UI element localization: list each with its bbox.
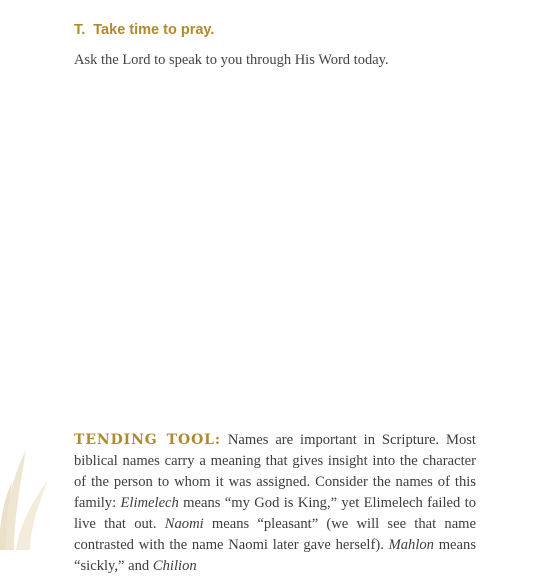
step-letter: T. — [74, 22, 86, 38]
tending-tool-label: TENDING TOOL: — [74, 432, 221, 448]
step-title: Take time to pray. — [93, 22, 215, 38]
prayer-step — [74, 20, 494, 70]
tending-text-1: Names are important in Scripture. Most biblical names carry a meaning that gives insight into the character of the person to whom it was assigned. Consider the names of this family: — [74, 432, 476, 511]
tending-text-2: means “my God is King,” yet Elimelech failed to live that out. — [74, 495, 476, 532]
step-heading — [74, 20, 494, 40]
tending-text-4: means “sickly,” and — [74, 537, 476, 574]
wheat-leaf-decoration — [0, 410, 60, 550]
tending-tool-box — [74, 430, 476, 577]
name-mahlon: Mahlon — [388, 537, 434, 553]
name-elimelech: Elimelech — [120, 495, 179, 511]
tending-text-3: means “pleasant” (we will see that name contrasted with the name Naomi later gave herself). — [74, 516, 476, 553]
name-naomi: Naomi — [164, 516, 204, 532]
step-instruction: Ask the Lord to speak to you through His Word today. — [74, 52, 389, 68]
tending-tool-paragraph — [74, 430, 476, 577]
name-chilion: Chilion — [152, 558, 197, 574]
